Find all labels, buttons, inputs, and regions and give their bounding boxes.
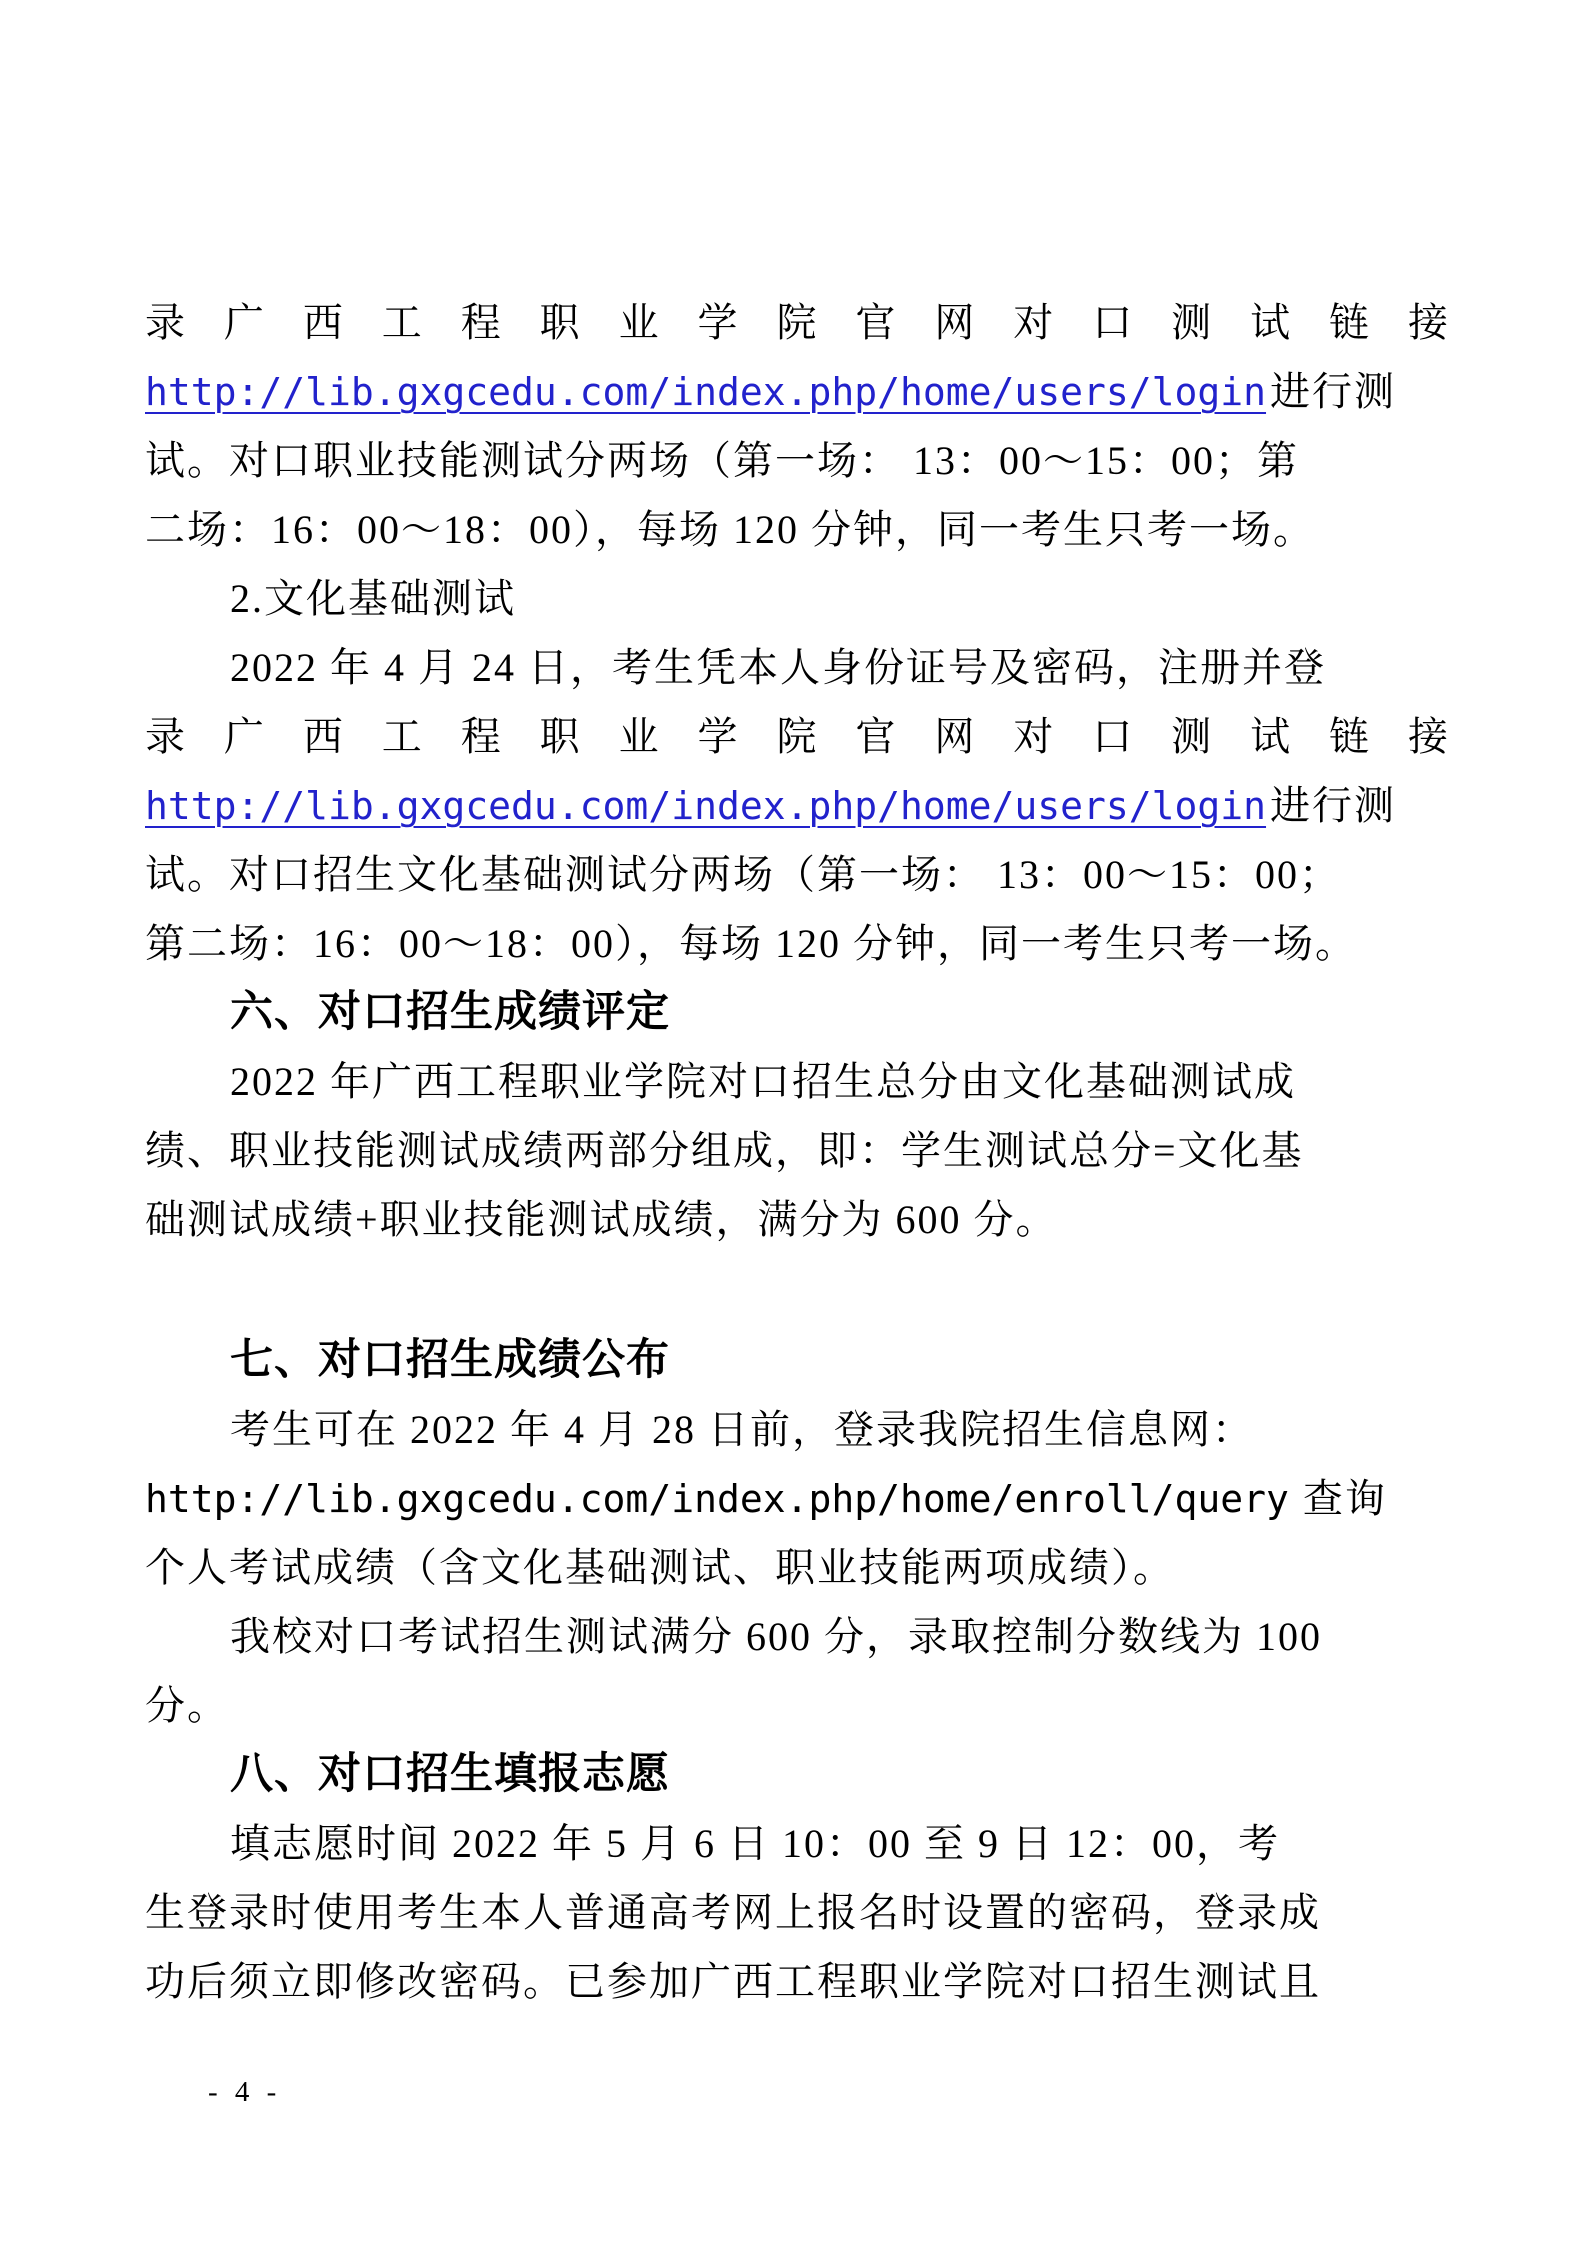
subsection-label-culture-test: 2.文化基础测试 xyxy=(230,576,516,621)
text-line: 试。对口职业技能测试分两场（第一场： 13：00～15：00；第 xyxy=(145,438,1299,483)
document-body xyxy=(145,288,1450,2016)
section-heading-eight-volunteer-filling: 八、对口招生填报志愿 xyxy=(230,1750,670,1798)
text-after-url: 查询 xyxy=(1302,1476,1387,1521)
text-line xyxy=(145,771,1450,840)
text-line: 2022 年广西工程职业学院对口招生总分由文化基础测试成 xyxy=(230,1059,1296,1104)
text-after-link: 进行测 xyxy=(1270,369,1397,414)
text-line: 二场：16：00～18：00），每场 120 分钟，同一考生只考一场。 xyxy=(145,507,1315,552)
text-line: 考生可在 2022 年 4 月 28 日前，登录我院招生信息网： xyxy=(230,1407,1254,1452)
score-query-url: http://lib.gxgcedu.com/index.php/home/enroll/query xyxy=(145,1477,1289,1521)
text-line: 础测试成绩+职业技能测试成绩，满分为 600 分。 xyxy=(145,1197,1058,1242)
section-heading-seven-score-release: 七、对口招生成绩公布 xyxy=(230,1336,670,1384)
text-line: 我校对口考试招生测试满分 600 分，录取控制分数线为 100 xyxy=(230,1614,1322,1659)
text-line: 生登录时使用考生本人普通高考网上报名时设置的密码，登录成 xyxy=(145,1890,1321,1935)
text-line: 试。对口招生文化基础测试分两场（第一场： 13：00～15：00； xyxy=(145,852,1341,897)
text-line: 录广西工程职业学院官网对口测试链接 xyxy=(145,714,1450,759)
text-line: 2022 年 4 月 24 日，考生凭本人身份证号及密码，注册并登 xyxy=(230,645,1326,690)
section-heading-six-score-evaluation: 六、对口招生成绩评定 xyxy=(230,988,670,1036)
text-line: 分。 xyxy=(145,1683,229,1728)
culture-test-login-link[interactable]: http://lib.gxgcedu.com/index.php/home/users/login xyxy=(145,784,1267,828)
text-after-link: 进行测 xyxy=(1270,783,1397,828)
oral-test-login-link[interactable]: http://lib.gxgcedu.com/index.php/home/users/login xyxy=(145,370,1267,414)
page-number: - 4 - xyxy=(208,2076,282,2108)
text-line: 功后须立即修改密码。已参加广西工程职业学院对口招生测试且 xyxy=(145,1959,1321,2004)
text-line: 个人考试成绩（含文化基础测试、职业技能两项成绩）。 xyxy=(145,1545,1175,1590)
text-line: 绩、职业技能测试成绩两部分组成，即：学生测试总分=文化基 xyxy=(145,1128,1304,1173)
text-line xyxy=(145,1464,1450,1533)
text-line: 第二场：16：00～18：00），每场 120 分钟，同一考生只考一场。 xyxy=(145,921,1357,966)
text-line xyxy=(145,357,1450,426)
blank-line xyxy=(145,1254,1450,1326)
text-line: 填志愿时间 2022 年 5 月 6 日 10：00 至 9 日 12：00，考 xyxy=(230,1821,1280,1866)
text-line: 录广西工程职业学院官网对口测试链接 xyxy=(145,300,1450,345)
